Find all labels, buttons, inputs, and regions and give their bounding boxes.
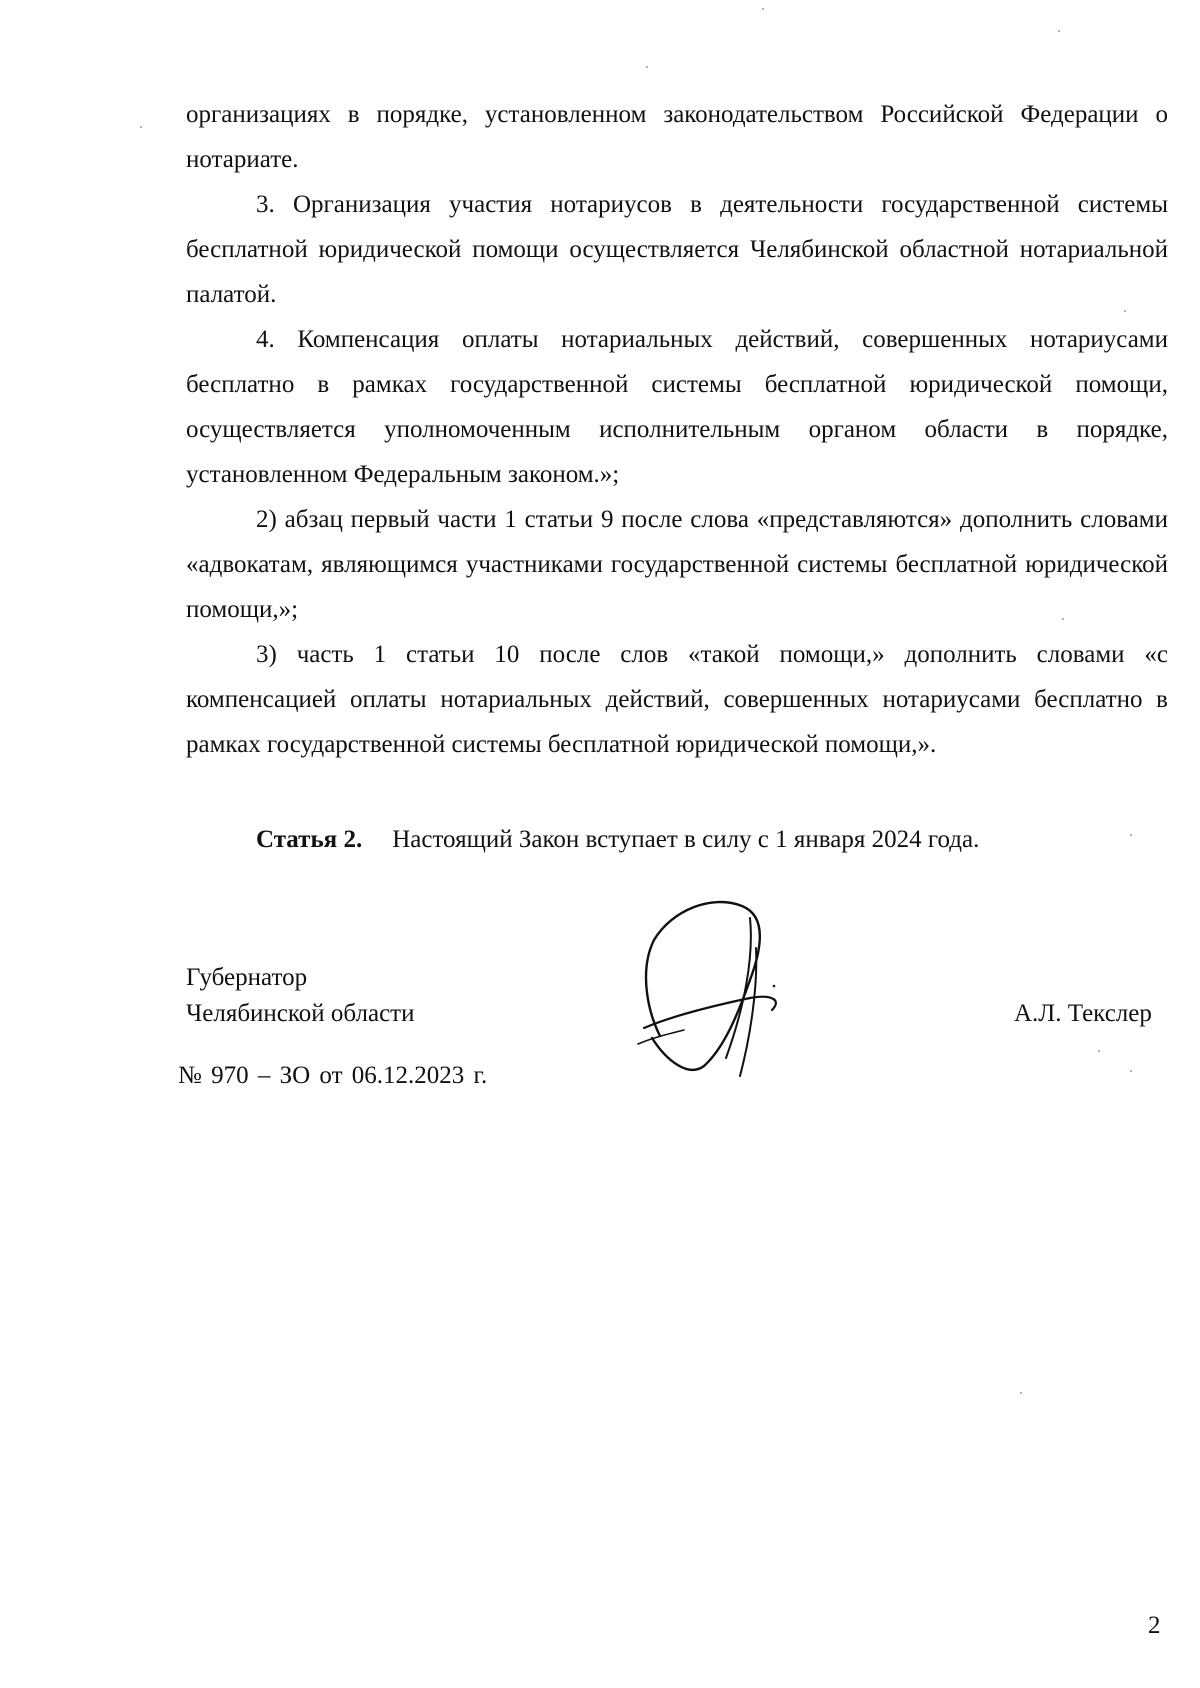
document-number: № 970 – ЗО от 06.12.2023 г. (178, 1062, 488, 1089)
page-number: 2 (1148, 1612, 1161, 1639)
amendment-item-2: 2) абзац первый части 1 статьи 9 после слова «представляются» дополнить словами «адвокатам, являющимся участниками государственной системы бесплатной юридической помощи,»; (186, 506, 1168, 623)
scan-speck (1020, 1392, 1022, 1394)
article-2 (256, 822, 979, 858)
signatory-title-line1: Губернатор (186, 964, 308, 991)
scan-speck (1098, 1050, 1100, 1052)
signatory-title-line2: Челябинской области (186, 1000, 415, 1027)
paragraph-item-4: 4. Компенсация оплаты нотариальных действий, совершенных нотариусами бесплатно в рамках государственной системы бесплатной юридической помощи, осуществляется уполномоченным исполнительным органом области в порядке, установленном Федеральным законом.»; (186, 326, 1168, 488)
scan-speck (140, 126, 142, 128)
paragraph-item-3: 3. Организация участия нотариусов в деятельности государственной системы бесплатной юридической помощи осуществляется Челябинской областной нотариальной палатой. (186, 191, 1168, 308)
article-2-text: Настоящий Закон вступает в силу с 1 января 2024 года. (392, 826, 980, 853)
document-body (186, 92, 1168, 767)
article-2-label: Статья 2. (256, 826, 363, 853)
scan-speck (1058, 30, 1060, 32)
scan-speck (1124, 310, 1126, 312)
scan-speck (1130, 834, 1132, 836)
scan-speck (646, 66, 648, 68)
signatory-name: А.Л. Текслер (1014, 1000, 1152, 1027)
paragraph-continuation: организациях в порядке, установленном законодательством Российской Федерации о нотариате. (186, 101, 1168, 173)
signatory-title (186, 960, 414, 1032)
scan-speck (1130, 1070, 1132, 1072)
scan-speck (762, 8, 764, 10)
scan-speck (1062, 618, 1064, 620)
handwritten-signature (632, 888, 832, 1088)
amendment-item-3: 3) часть 1 статьи 10 после слов «такой помощи,» дополнить словами «с компенсацией оплаты нотариальных действий, совершенных нотариусами бесплатно в рамках государственной системы бесплатной юридической помощи,». (186, 641, 1168, 758)
